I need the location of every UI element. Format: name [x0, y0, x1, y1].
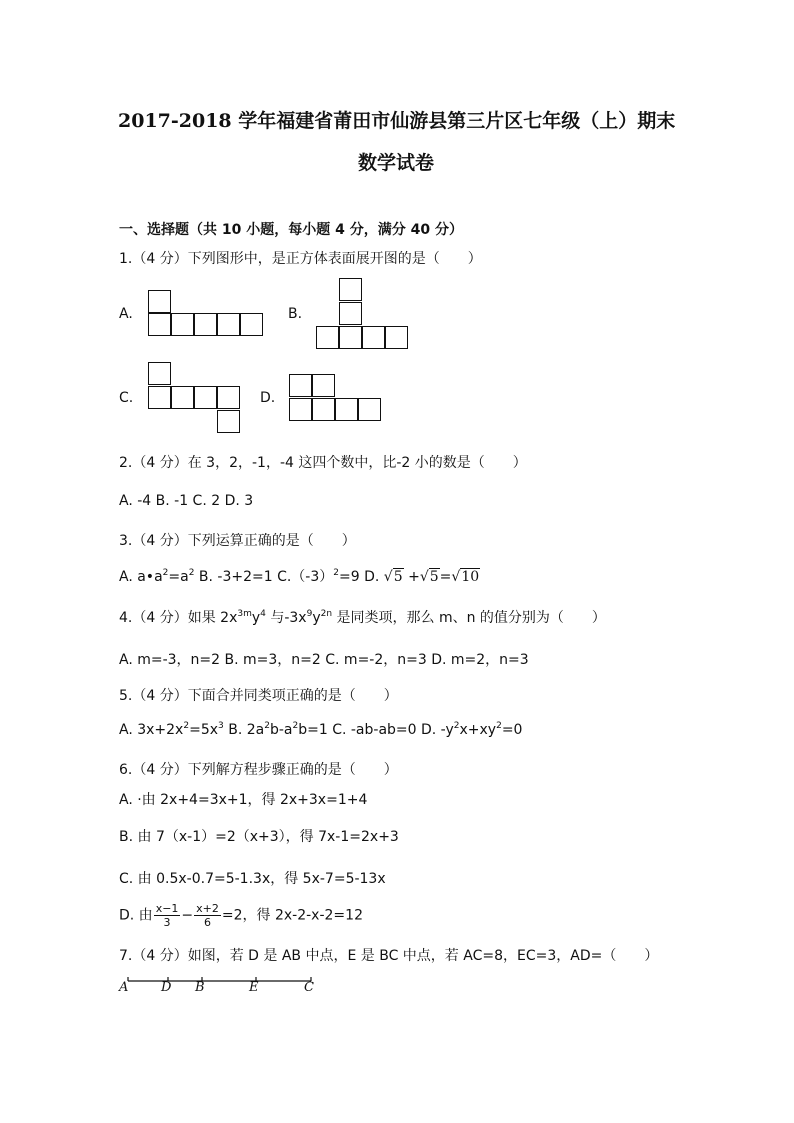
q3-opt-a: A. a•a — [119, 569, 163, 585]
q3-options: A. $a•a^2=a^2$ B. -3+2=1 $C.(-3)^2=9$ D. √5 +√5=√10 — [119, 568, 480, 585]
q6-fraction-2: $\frac{x+2}{6}$ — [196, 902, 219, 929]
q1-figure-d — [289, 374, 387, 424]
point-e-label: E — [249, 980, 259, 995]
paper-title-line1: 2017-2018 学年福建省莆田市仙游县第三片区七年级（上）期末 — [118, 110, 676, 132]
point-b-label: B — [195, 980, 205, 995]
q1-option-a-label: A. — [119, 306, 133, 322]
q7-stem: 7.（4 分）如图，若 D 是 AB 中点，E 是 BC 中点，若 AC=8，EC=3，AD=（ ） — [119, 948, 659, 964]
q6-option-a: A. ·由 2x+4=3x+1，得 2x+3x=1+4 — [119, 792, 368, 808]
q3-stem: 3.（4 分）下列运算正确的是（ ） — [119, 533, 356, 549]
q1-figure-b — [316, 278, 414, 354]
q5-options: A. $3x+2x^2=5x^3$ B. $2a^2b-a^2b=1$ C. -ab-ab=0 D. $-y^2x+xy^2=0$ — [119, 721, 523, 738]
q4-stem: 4.（4 分）如果 $2x^{3m}y^4$ 与$-3x^9y^{2n}$ 是同类项，那么 m、n 的值分别为（ ） — [119, 609, 606, 626]
q1-option-c-label: C. — [119, 390, 134, 406]
q6-stem: 6.（4 分）下列解方程步骤正确的是（ ） — [119, 762, 398, 778]
q6-option-d: D. 由 $\frac{x-1}{3}$ − $\frac{x+2}{6}$ =2，得 2x-2-x-2=12 — [119, 902, 363, 929]
section-heading: 一、选择题（共 10 小题，每小题 4 分，满分 40 分） — [119, 222, 463, 238]
q5-stem: 5.（4 分）下面合并同类项正确的是（ ） — [119, 688, 398, 704]
q6-fraction-1: $\frac{x-1}{3}$ — [155, 902, 179, 929]
point-a-label: A — [119, 980, 129, 995]
q3-opt-bc: B. -3+2=1 C.（-3） — [194, 569, 334, 585]
q4-options: A. m=-3，n=2 B. m=3，n=2 C. m=-2，n=3 D. m=2，n=3 — [119, 652, 529, 668]
q7-segment-figure — [118, 972, 328, 1002]
q1-stem: 1.（4 分）下列图形中，是正方体表面展开图的是（ ） — [119, 251, 482, 267]
q1-option-b-label: B. — [288, 306, 303, 322]
q3-radical-2: √5 — [419, 569, 439, 585]
point-d-label: D — [161, 980, 172, 995]
point-c-label: C — [304, 980, 314, 995]
q6-option-c: C. 由 0.5x-0.7=5-1.3x，得 5x-7=5-13x — [119, 871, 386, 887]
q2-options: A. -4 B. -1 C. 2 D. 3 — [119, 493, 254, 509]
paper-title-line2: 数学试卷 — [358, 152, 435, 174]
q6-option-b: B. 由 7（x-1）=2（x+3），得 7x-1=2x+3 — [119, 829, 399, 845]
q3-radical-1: √5 — [383, 569, 403, 585]
q2-stem: 2.（4 分）在 3，2，-1，-4 这四个数中，比-2 小的数是（ ） — [119, 455, 527, 471]
q1-option-d-label: D. — [260, 390, 276, 406]
q1-figure-c — [148, 362, 246, 436]
q3-radical-3: √10 — [451, 569, 480, 585]
q1-figure-a — [148, 290, 270, 340]
